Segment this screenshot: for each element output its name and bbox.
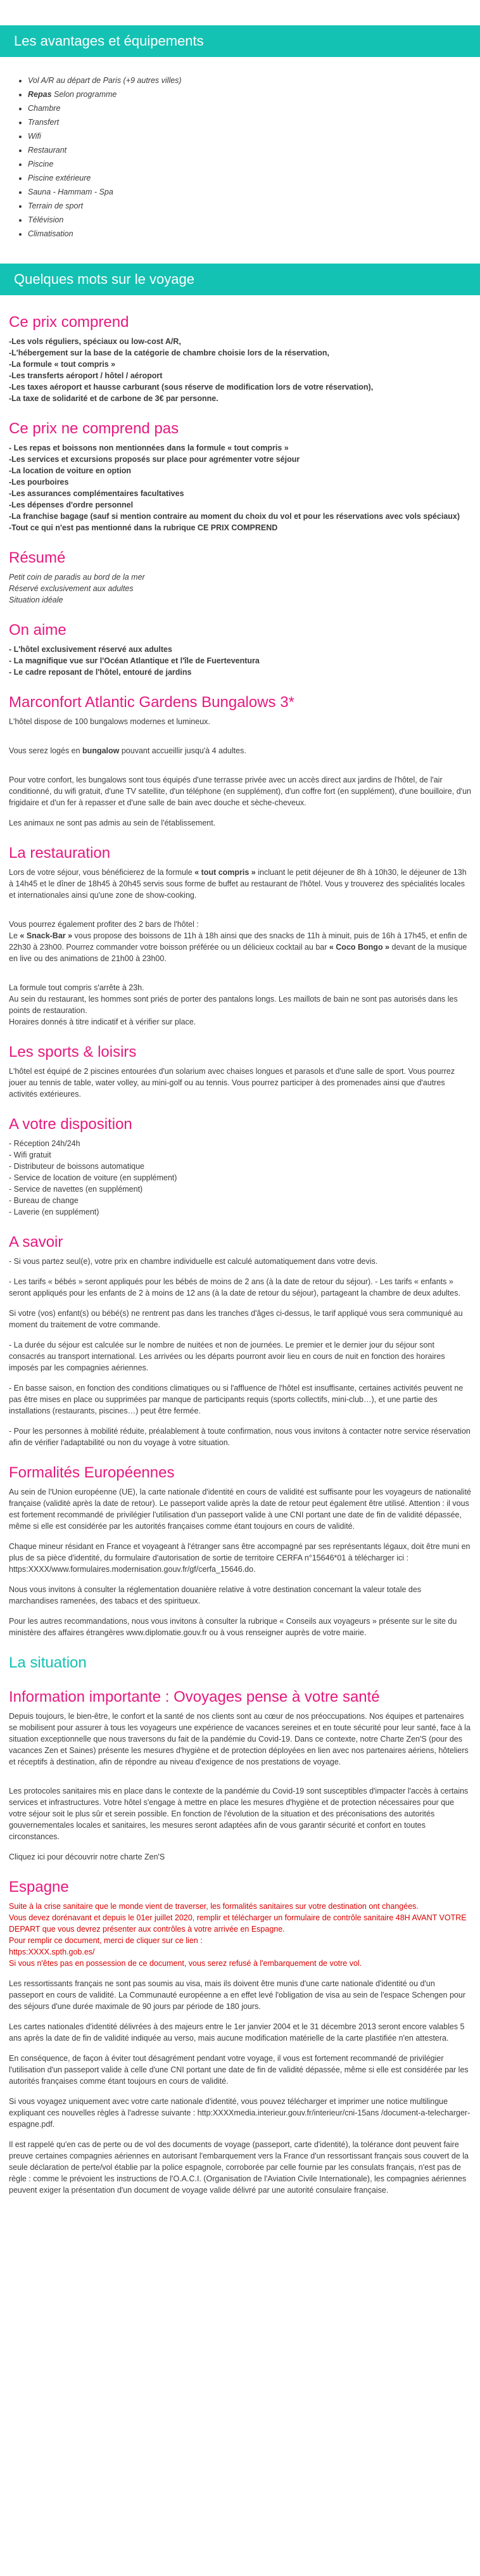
text-line: Nous vous invitons à consulter la réglementation douanière relative à votre destination concernant la valeur totale des marchandises ramenées, des tabacs et des spiritueux. — [9, 1585, 422, 1605]
text-line: Les ressortissants français ne sont pas soumis au visa, mais ils doivent être munis d'une carte nationale d'identité ou d'un passeport en cours de validité. La Communauté européenne a en effet levé l'obligation de visa au sein de l'espace Schengen pour des séjours d'une durée maximale de 90 jours par période de 180 jours. — [9, 1979, 466, 2011]
espagne-title: Espagne — [9, 1878, 69, 1896]
text-line: - Le cadre reposant de l'hôtel, entouré de jardins — [9, 668, 192, 677]
text-line: Suite à la crise sanitaire que le monde vient de traverser, les formalités sanitaires sur votre destination ont changées. — [9, 1902, 419, 1911]
info-p2: Les protocoles sanitaires mis en place dans le contexte de la pandémie du Covid-19 sont susceptibles d'impacter l'accès à certains services et infrastructures. Votre hôtel s'engage à mettre en place les mesures d'hygiène et de protection nécessaires pour que votre séjour soit le plus sûr et serein possible. En fonction de l'évolution de la situation et des préconisations des autorités gouvernementales locales et sanitaires, les mesures seront adaptées afin de vous garantir sécurité et confort en toutes circonstances. — [9, 1787, 469, 1841]
sports-title: Les sports & loisirs — [9, 1043, 137, 1061]
text-line: Pour remplir ce document, merci de cliquer sur ce lien : — [9, 1936, 203, 1945]
prix-comprend-title: Ce prix comprend — [9, 314, 129, 331]
equipment-item: • Sauna - Hammam - Spa — [28, 185, 480, 199]
equipment-item: • Transfert — [28, 115, 480, 129]
text-line: - Distributeur de boissons automatique — [9, 1162, 145, 1171]
disposition-title: A votre disposition — [9, 1116, 132, 1133]
text-line: - Wifi gratuit — [9, 1151, 51, 1159]
equipment-item: • Piscine — [28, 157, 480, 171]
text-line: - Les tarifs « bébés » seront appliqués pour les bébés de moins de 2 ans (à la date de retour du séjour). - Les tarifs « enfants » seront appliqués pour les enfants de 2 à moins de 12 ans (à la date de retour du séjour), partageant la chambre de deux adultes. — [9, 1277, 460, 1298]
info-p1: Depuis toujours, le bien-être, le confort et la santé de nos clients sont au cœur de nos préoccupations. Nos équipes et partenaires se mobilisent pour assurer à tous les voyageurs une expérience de vacances sereines et en toute sécurité pour leur santé, face à la situation exceptionnelle que nous traversons du fait de la pandémie du Covid-19. Dans ce contexte, notre Charte Zen'S (pour des vacances Zen et Saines) présente les mesures d'hygiène et de protection déployées en lien avec nos partenaires aériens, hôteliers et réceptifs à destination, afin de répondre au niveau d'exigence de nos prestations de voyage. — [9, 1712, 471, 1766]
text-line: - Bureau de change — [9, 1196, 79, 1205]
avantages-banner: Les avantages et équipements — [0, 25, 480, 57]
equipment-item: • Vol A/R au départ de Paris (+9 autres villes) — [28, 73, 480, 87]
text-line: -La taxe de solidarité et de carbone de 3€ par personne. — [9, 394, 218, 403]
text-line: - En basse saison, en fonction des conditions climatiques ou si l'affluence de l'hôtel est insuffisante, certaines activités peuvent ne pas être mises en place ou supprimées par manque de participants requis (sports collectifs, mini-club…), et une partie des installations (restaurants, piscines…) peut être fermée. — [9, 1384, 464, 1415]
hotel-logement: Vous serez logés en bungalow pouvant accueillir jusqu'à 4 adultes. — [9, 746, 246, 755]
text-line: - Pour les personnes à mobilité réduite, préalablement à toute confirmation, nous vous invitons à contacter notre service réservation afin de vérifier l'adaptabilité ou non du voyage à votre situation. — [9, 1427, 471, 1447]
voyage-content — [0, 295, 480, 2224]
hotel-intro: L'hôtel dispose de 100 bungalows modernes et lumineux. — [9, 717, 210, 726]
equipment-item: • Télévision — [28, 213, 480, 227]
prix-comprend-list — [9, 336, 471, 404]
savoir-text — [9, 1256, 471, 1448]
text-line: Il est rappelé qu'en cas de perte ou de vol des documents de voyage (passeport, carte d'identité), la tolérance dont peuvent faire preuve certaines compagnies aériennes en autorisant l'embarquement vers la France d'un ressortissant français sous couvert de la seule déclaration de perte/vol établie par la police espagnole, corroborée par celle fournie par les consulats français, n'est pas de règle : comme le prévoient les instructions de l'O.A.C.I. (Organisation de l'Aviation Civile Internationale), les compagnies aériennes peuvent exiger la présentation d'un document de voyage valide délivré par une autorité consulaire française. — [9, 2140, 469, 2195]
situation-title: La situation — [9, 1654, 87, 1671]
equipment-list — [0, 73, 480, 241]
restauration-formule: Lors de votre séjour, vous bénéficierez de la formule « tout compris » incluant le petit déjeuner de 8h à 10h30, le déjeuner de 13h à 14h45 et le dîner de 18h45 à 20h45 servis sous forme de buffet au restaurant de l'hôtel. Vous y trouverez des spécialités locales et internationales ainsi qu'une zone de show-cooking. — [9, 868, 467, 900]
equipment-item: • Piscine extérieure — [28, 171, 480, 185]
page — [0, 25, 480, 2224]
text-line: En conséquence, de façon à éviter tout désagrément pendant votre voyage, il vous est fortement recommandé de privilégier l'utilisation d'un passeport valide à celle d'une CNI portant une date de fin de validité dépassée, même si elle est considérée par les autorités françaises comme étant toujours en cours de validité. — [9, 2054, 469, 2086]
disposition-list — [9, 1138, 471, 1218]
restauration-notes: La formule tout compris s'arrête à 23h. Au sein du restaurant, les hommes sont priés de porter des pantalons longs. Les maillots de bain ne sont pas autorisés dans les points de restauration. Horaires donnés à titre indicatif et à vérifier sur place. — [9, 983, 458, 1026]
text-line: Réservé exclusivement aux adultes — [9, 584, 134, 593]
text-line: -La location de voiture en option — [9, 466, 132, 475]
text-line: -Les services et excursions proposés sur place pour agrémenter votre séjour — [9, 455, 300, 464]
text-line: - La durée du séjour est calculée sur le nombre de nuitées et non de journées. Le premier et le dernier jour du séjour sont consacrés au transport international. Les arrivées ou les départs pourront avoir lieu en cours de nuit en fonction des horaires imposés par les compagnies aériennes. — [9, 1341, 445, 1372]
text-line: -Les dépenses d'ordre personnel — [9, 501, 134, 509]
text-line: -L'hébergement sur la base de la catégorie de chambre choisie lors de la réservation, — [9, 348, 329, 357]
prix-ne-comprend-list — [9, 442, 471, 533]
restauration-title: La restauration — [9, 845, 111, 862]
text-line: - Si vous partez seul(e), votre prix en chambre individuelle est calculé automatiquement dans votre devis. — [9, 1257, 378, 1266]
text-line: - La magnifique vue sur l'Océan Atlantique et l'île de Fuerteventura — [9, 656, 260, 665]
text-line: - Laverie (en supplément) — [9, 1208, 99, 1216]
text-line: Pour les autres recommandations, nous vous invitons à consulter la rubrique « Conseils aux voyageurs » présente sur le site du ministère des affaires étrangères www.diplomatie.gouv.fr ou à vous renseigner auprès de votre mairie. — [9, 1617, 457, 1637]
hotel-animaux: Les animaux ne sont pas admis au sein de l'établissement. — [9, 819, 216, 827]
text-line: - Service de navettes (en supplément) — [9, 1185, 143, 1194]
text-line: -Les transferts aéroport / hôtel / aéroport — [9, 371, 163, 380]
bottom-fade — [0, 2198, 480, 2224]
text-line: - Réception 24h/24h — [9, 1139, 80, 1148]
text-line: Chaque mineur résidant en France et voyageant à l'étranger sans être accompagné par ses représentants légaux, doit être muni en plus de sa pièce d'identité, du formulaire d'autorisation de sortie de territoire CERFA n°15646*01 à télécharger ici : https:XXXX/www.formulaires.modernisation.gouv.fr/gf/cerfa_15646.do. — [9, 1542, 471, 1574]
espagne-sanitaire-notice — [9, 1901, 471, 1969]
text-line: - Service de location de voiture (en supplément) — [9, 1173, 177, 1182]
text-line: Si vous voyagez uniquement avec votre carte nationale d'identité, vous pouvez télécharger et imprimer une notice multilingue expliquant ces nouvelles règles à l'adresse suivante : http:XXXXmedia.interieur.gouv.fr/interieur/cni-15ans /document-a-telecharger-espagne.pdf. — [9, 2097, 471, 2129]
text-line: Situation idéale — [9, 596, 63, 604]
equipment-item: • Climatisation — [28, 227, 480, 241]
text-line: Vous devez dorénavant et depuis le 01er juillet 2020, remplir et télécharger un formulaire de contrôle sanitaire 48H AVANT VOTRE DEPART que vous devrez présenter aux contrôles à votre arrivée en Espagne. — [9, 1913, 467, 1934]
text-line: -Les pourboires — [9, 478, 69, 487]
hotel-description: Pour votre confort, les bungalows sont tous équipés d'une terrasse privée avec un accès direct aux jardins de l'hôtel, de l'air conditionné, du wifi gratuit, d'une TV satellite, d'un téléphone (en supplément), d'un coffre fort (en supplément), d'une bouilloire, d'un frigidaire et d'un fer à repasser et d'une salle de bain avec douche et sèche-cheveux. — [9, 775, 471, 807]
text-line: Les cartes nationales d'identité délivrées à des majeurs entre le 1er janvier 2004 et le 31 décembre 2013 seront encore valables 5 ans après la date de fin de validité indiquée au verso, mais aucune modification matérielle de la carte plastifiée n'en attestera. — [9, 2022, 465, 2043]
text-line: Au sein de l'Union européenne (UE), la carte nationale d'identité en cours de validité est suffisante pour les voyageurs de nationalité française (validité après la date de retour). Le passeport valide après la date de retour peut également être utilisé. Attention : il vous est fortement recommandé de privilégier l'utilisation d'un passeport valide à une CNI portant une date de fin de validité dépassée, même si elle est considérée par les autorités françaises comme étant toujours en cours de validité. — [9, 1488, 471, 1531]
formalites-title: Formalités Européennes — [9, 1464, 175, 1481]
equipment-item: • Chambre — [28, 101, 480, 115]
prix-ne-comprend-title: Ce prix ne comprend pas — [9, 420, 179, 437]
espagne-text — [9, 1978, 471, 2196]
voyage-banner: Quelques mots sur le voyage — [0, 264, 480, 295]
hotel-title: Marconfort Atlantic Gardens Bungalows 3* — [9, 694, 294, 711]
equipment-item: • Wifi — [28, 129, 480, 143]
text-line: -Les assurances complémentaires facultatives — [9, 489, 184, 498]
equipment-item: • Repas Selon programme — [28, 87, 480, 101]
text-line: https:XXXX.spth.gob.es/ — [9, 1948, 95, 1956]
text-line: - Les repas et boissons non mentionnées dans la formule « tout compris » — [9, 443, 289, 452]
on-aime-list — [9, 644, 471, 678]
text-line: - L'hôtel exclusivement réservé aux adultes — [9, 645, 172, 654]
on-aime-title: On aime — [9, 622, 66, 639]
sports-text: L'hôtel est équipé de 2 piscines entourées d'un solarium avec chaises longues et parasols et d'une salle de sport. Vous pourrez jouer au tennis de table, water volley, au mini-golf ou au tennis. Vous pourrez participer à des promenades ainsi que d'autres activités extérieures. — [9, 1067, 455, 1099]
text-line: Si vous n'êtes pas en possession de ce document, vous serez refusé à l'embarquement de votre vol. — [9, 1959, 362, 1968]
resume-list — [9, 571, 471, 606]
equipment-item: • Terrain de sport — [28, 199, 480, 213]
equipment-item: • Restaurant — [28, 143, 480, 157]
text-line: -Les vols réguliers, spéciaux ou low-cost A/R, — [9, 337, 181, 346]
charte-zens-link[interactable]: Cliquez ici pour découvrir notre charte Zen'S — [9, 1852, 165, 1861]
text-line: -La formule « tout compris » — [9, 360, 116, 369]
text-line: Si votre (vos) enfant(s) ou bébé(s) ne rentrent pas dans les tranches d'âges ci-dessus, le tarif appliqué vous sera communiqué au moment du traitement de votre commande. — [9, 1309, 463, 1329]
formalites-text — [9, 1486, 471, 1638]
savoir-title: A savoir — [9, 1234, 63, 1251]
text-line: -La franchise bagage (sauf si mention contraire au moment du choix du vol et pour les réservations avec vols spéciaux) — [9, 512, 460, 521]
resume-title: Résumé — [9, 549, 66, 566]
text-line: -Les taxes aéroport et hausse carburant (sous réserve de modification lors de votre réservation), — [9, 383, 374, 392]
info-title: Information importante : Ovoyages pense à votre santé — [9, 1688, 380, 1706]
text-line: -Tout ce qui n'est pas mentionné dans la rubrique CE PRIX COMPREND — [9, 523, 278, 532]
restauration-bars: Vous pourrez également profiter des 2 bars de l'hôtel : Le « Snack-Bar » vous propose des boissons de 11h à 18h ainsi que des snacks de 11h à minuit, puis de 16h à 17h45, et enfin de 22h30 à 23h00. Pourrez commander votre boisson préférée ou un délicieux cocktail au bar « Coco Bongo » devant de la musique en live ou des animations de 21h00 à 23h00. — [9, 920, 467, 963]
text-line: Petit coin de paradis au bord de la mer — [9, 573, 145, 582]
